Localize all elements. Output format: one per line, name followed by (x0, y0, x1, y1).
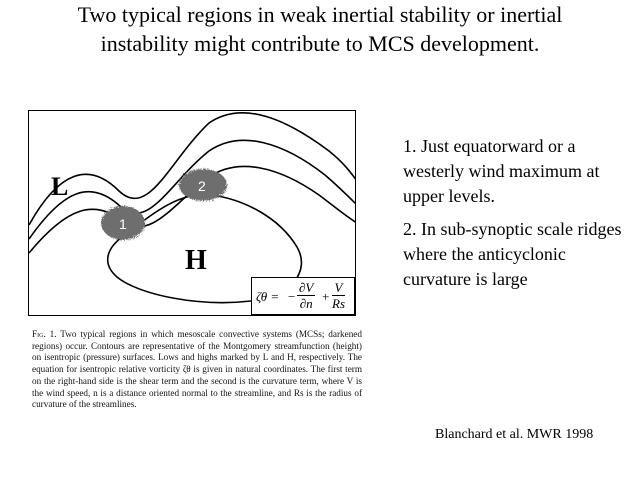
shear-term-numerator: ∂V (299, 280, 314, 295)
equation-lhs: ζθ = (256, 289, 280, 304)
figure-diagram (28, 110, 356, 316)
slide-title: Two typical regions in weak inertial stability or inertial instability might contribute to MCS development. (77, 2, 563, 56)
shear-term (297, 280, 315, 311)
caption-text: Two typical regions in which mesoscale convective systems (MCSs; darkened regions) occur. Contours are representative of the Montgomery streamfunction (height) on isentropic (pressure) surfaces. Lows and highs marked by L and H, respectively. The equation for isentropic relative vorticity ζθ is given in natural coordinates. The first term on the right-hand side is the shear term and the second is the curvature term, where V is the wind speed, n is a distance oriented normal to the streamline, and Rs is the radius of curvature of the streamlines. (32, 329, 362, 410)
point-1: 1. Just equatorward or a westerly wind maximum at upper levels. (403, 136, 600, 206)
caption-label: Fig. 1. (32, 329, 57, 339)
curvature-term-denominator: Rs (332, 296, 345, 311)
curvature-term (332, 280, 345, 311)
contour-line-1 (29, 113, 356, 225)
key-points (403, 134, 633, 300)
high-label: H (185, 245, 207, 276)
region-1-label: 1 (119, 216, 127, 232)
vorticity-equation (251, 277, 355, 315)
region-2-label: 2 (198, 178, 206, 194)
figure-caption (32, 329, 362, 411)
equation-minus: − (288, 289, 296, 304)
citation: Blanchard et al. MWR 1998 (435, 427, 594, 442)
low-label: L (51, 172, 69, 201)
shear-term-denominator: ∂n (299, 296, 313, 311)
equation-plus: + (322, 289, 330, 304)
curvature-term-numerator: V (332, 280, 345, 296)
point-2: 2. In sub-synoptic scale ridges where the anticyclonic curvature is large (403, 219, 622, 289)
